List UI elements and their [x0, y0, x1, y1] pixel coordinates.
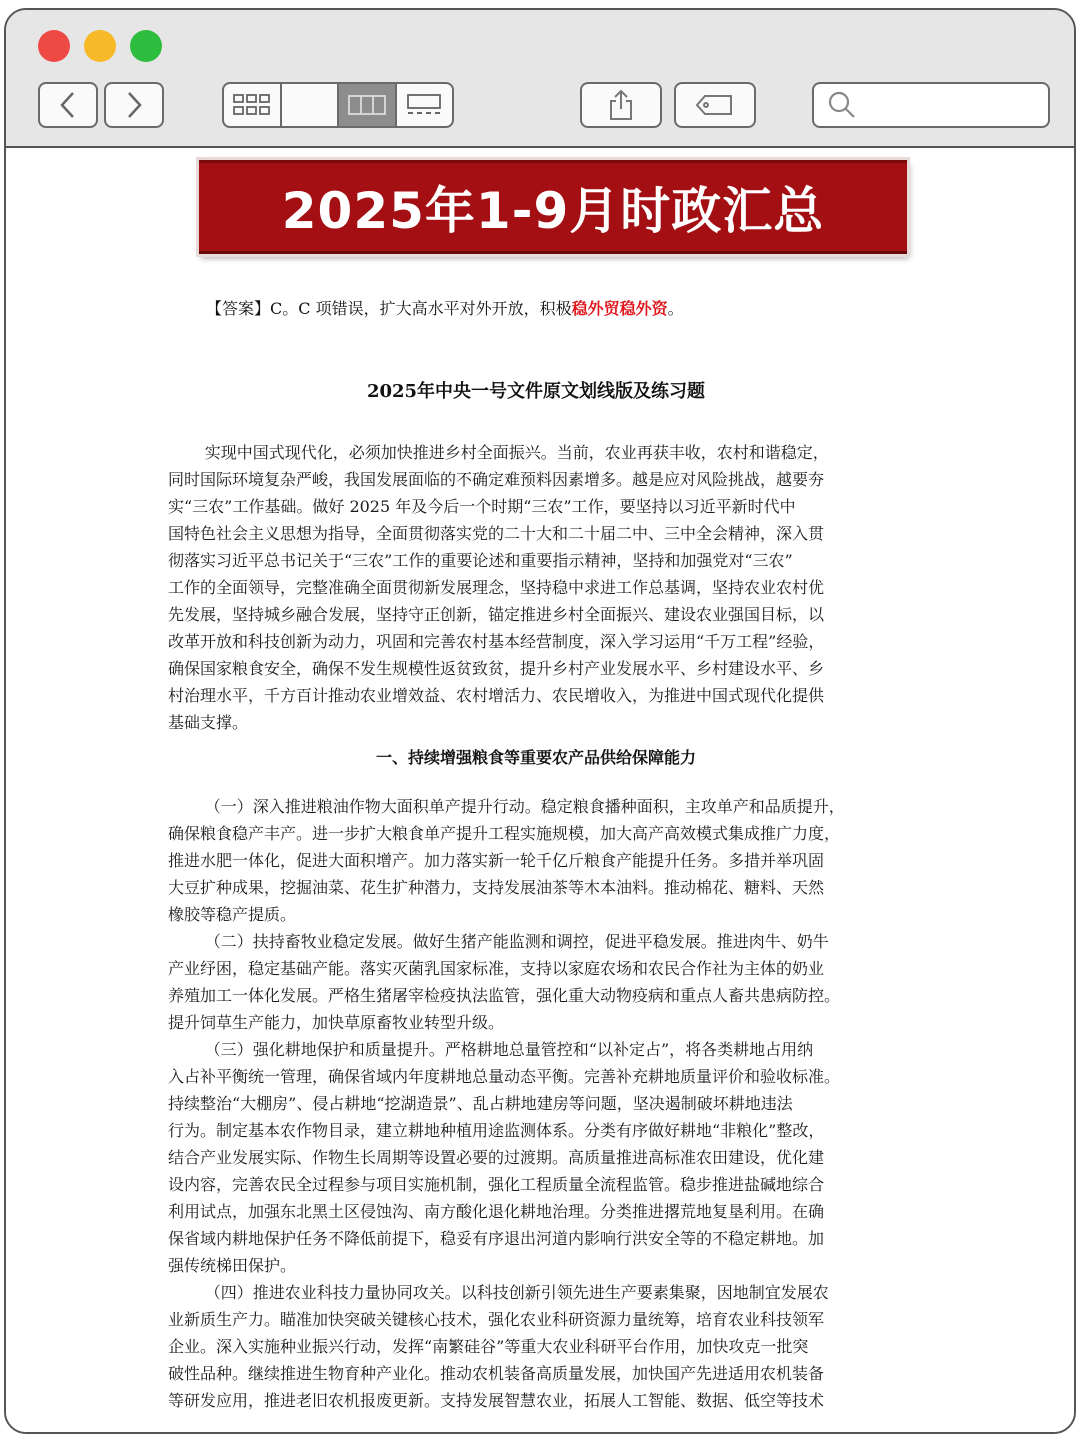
close-window-button[interactable]: [38, 30, 70, 62]
chevron-right-icon: [124, 91, 144, 119]
columns-icon: [347, 93, 387, 117]
list-view-button[interactable]: [282, 84, 340, 126]
text-line: 国特色社会主义思想为指导，全面贯彻落实党的二十大和二十届二中、三中全会精神，深入贯: [168, 524, 825, 543]
text-line: 彻落实习近平总书记关于“三农”工作的重要论述和重要指示精神，坚持和加强党对“三农”: [168, 551, 793, 570]
text-line: 基础支撑。: [168, 713, 249, 732]
text-line: （三）强化耕地保护和质量提升。严格耕地总量管控和“以补定占”，将各类耕地占用纳: [204, 1040, 814, 1059]
document-page: [6, 148, 1074, 1432]
back-button[interactable]: [38, 82, 98, 128]
text-line: （四）推进农业科技力量协同攻关。以科技创新引领先进生产要素集聚，因地制宜发展农: [204, 1283, 829, 1302]
answer-suffix: 。: [667, 299, 684, 318]
chevron-left-icon: [58, 91, 78, 119]
text-line: 同时国际环境复杂严峻，我国发展面临的不确定难预料因素增多。越是应对风险挑战，越要夯: [168, 470, 825, 489]
section-heading: 一、持续增强粮食等重要农产品供给保障能力: [375, 748, 696, 767]
document-title: 2025年中央一号文件原文划线版及练习题: [366, 381, 706, 402]
window-toolbar: [6, 10, 1074, 148]
grid-icon: [232, 93, 272, 117]
text-line: 实现中国式现代化，必须加快推进乡村全面振兴。当前，农业再获丰收，农村和谐稳定，: [204, 443, 829, 462]
text-line: 先发展，坚持城乡融合发展，坚持守正创新，锚定推进乡村全面振兴、建设农业强国目标，以: [168, 605, 825, 624]
browser-window: [4, 8, 1076, 1434]
maximize-window-button[interactable]: [130, 30, 162, 62]
paragraph-4: [168, 1279, 908, 1414]
text-line: 推进水肥一体化，促进大面积增产。加力落实新一轮千亿斤粮食产能提升任务。多措并举巩固: [168, 851, 825, 870]
gallery-icon: [404, 93, 444, 117]
text-line: 确保国家粮食安全，确保不发生规模性返贫致贫，提升乡村产业发展水平、乡村建设水平、乡: [168, 659, 825, 678]
tag-button[interactable]: [674, 82, 756, 128]
text-line: 行为。制定基本农作物目录，建立耕地种植用途监测体系。分类有序做好耕地“非粮化”整改，: [168, 1121, 825, 1140]
tag-icon: [695, 93, 735, 117]
view-mode-group: [222, 82, 454, 128]
paragraph-2: [168, 928, 908, 1036]
share-button[interactable]: [580, 82, 662, 128]
text-line: 村治理水平，千方百计推动农业增效益、农村增活力、农民增收入，为推进中国式现代化提供: [168, 686, 825, 705]
text-line: 大豆扩种成果，挖掘油菜、花生扩种潜力，支持发展油茶等木本油料。推动棉花、糖料、天然: [168, 878, 825, 897]
text-line: 强传统梯田保护。: [168, 1256, 297, 1275]
forward-button[interactable]: [104, 82, 164, 128]
search-icon: [827, 90, 857, 120]
minimize-window-button[interactable]: [84, 30, 116, 62]
paragraph-3: [168, 1036, 908, 1279]
answer-highlight: 稳外贸稳外资: [571, 299, 668, 318]
text-line: 设内容，完善农民全过程参与项目实施机制，强化工程质量全流程监管。稳步推进盐碱地综合: [168, 1175, 825, 1194]
text-line: 保省域内耕地保护任务不降低前提下，稳妥有序退出河道内影响行洪安全等的不稳定耕地。加: [168, 1229, 825, 1248]
title-banner: [199, 160, 907, 254]
text-line: 等研发应用，推进老旧农机报废更新。支持发展智慧农业，拓展人工智能、数据、低空等技术: [168, 1391, 825, 1410]
text-line: 确保粮食稳产丰产。进一步扩大粮食单产提升工程实施规模，加大高产高效模式集成推广力度，: [168, 824, 841, 843]
text-line: 破性品种。继续推进生物育种产业化。推动农机装备高质量发展，加快国产先进适用农机装备: [168, 1364, 825, 1383]
paragraph-1: [168, 793, 908, 928]
text-line: 工作的全面领导，完整准确全面贯彻新发展理念，坚持稳中求进工作总基调，坚持农业农村优: [168, 578, 825, 597]
text-line: 橡胶等稳产提质。: [168, 905, 297, 924]
text-line: （二）扶持畜牧业稳定发展。做好生猪产能监测和调控，促进平稳发展。推进肉牛、奶牛: [204, 932, 829, 951]
text-line: 改革开放和科技创新为动力，巩固和完善农村基本经营制度，深入学习运用“千万工程”经验，: [168, 632, 825, 651]
gallery-view-button[interactable]: [397, 84, 453, 126]
text-line: 持续整治“大棚房”、侵占耕地“挖湖造景”、乱占耕地建房等问题，坚决遏制破坏耕地违法: [168, 1094, 793, 1113]
text-line: 产业纾困，稳定基础产能。落实灭菌乳国家标准，支持以家庭农场和农民合作社为主体的奶业: [168, 959, 825, 978]
text-line: 企业。深入实施种业振兴行动，发挥“南繁硅谷”等重大农业科研平台作用，加快攻克一批突: [168, 1337, 809, 1356]
banner-title: 2025年1-9月时政汇总: [281, 182, 825, 240]
text-line: 提升饲草生产能力，加快草原畜牧业转型升级。: [168, 1013, 505, 1032]
answer-prefix: 【答案】C。C 项错误，扩大高水平对外开放，积极: [206, 299, 572, 318]
intro-paragraph: [168, 439, 908, 736]
share-icon: [608, 89, 634, 121]
text-line: 业新质生产力。瞄准加快突破关键核心技术，强化农业科研资源力量统筹，培育农业科技领军: [168, 1310, 825, 1329]
search-field[interactable]: [812, 82, 1050, 128]
text-line: （一）深入推进粮油作物大面积单产提升行动。稳定粮食播种面积，主攻单产和品质提升，: [204, 797, 845, 816]
column-view-button[interactable]: [339, 84, 397, 126]
text-line: 入占补平衡统一管理，确保省域内年度耕地总量动态平衡。完善补充耕地质量评价和验收标准。: [168, 1067, 841, 1086]
text-line: 利用试点，加强东北黑土区侵蚀沟、南方酸化退化耕地治理。分类推进撂荒地复垦利用。在确: [168, 1202, 825, 1221]
grid-view-button[interactable]: [224, 84, 282, 126]
text-line: 结合产业发展实际、作物生长周期等设置必要的过渡期。高质量推进高标准农田建设，优化建: [168, 1148, 825, 1167]
text-line: 养殖加工一体化发展。严格生猪屠宰检疫执法监管，强化重大动物疫病和重点人畜共患病防控。: [168, 986, 841, 1005]
text-line: 实“三农”工作基础。做好 2025 年及今后一个时期“三农”工作，要坚持以习近平新时代中: [168, 497, 796, 516]
answer-line: [206, 296, 684, 319]
